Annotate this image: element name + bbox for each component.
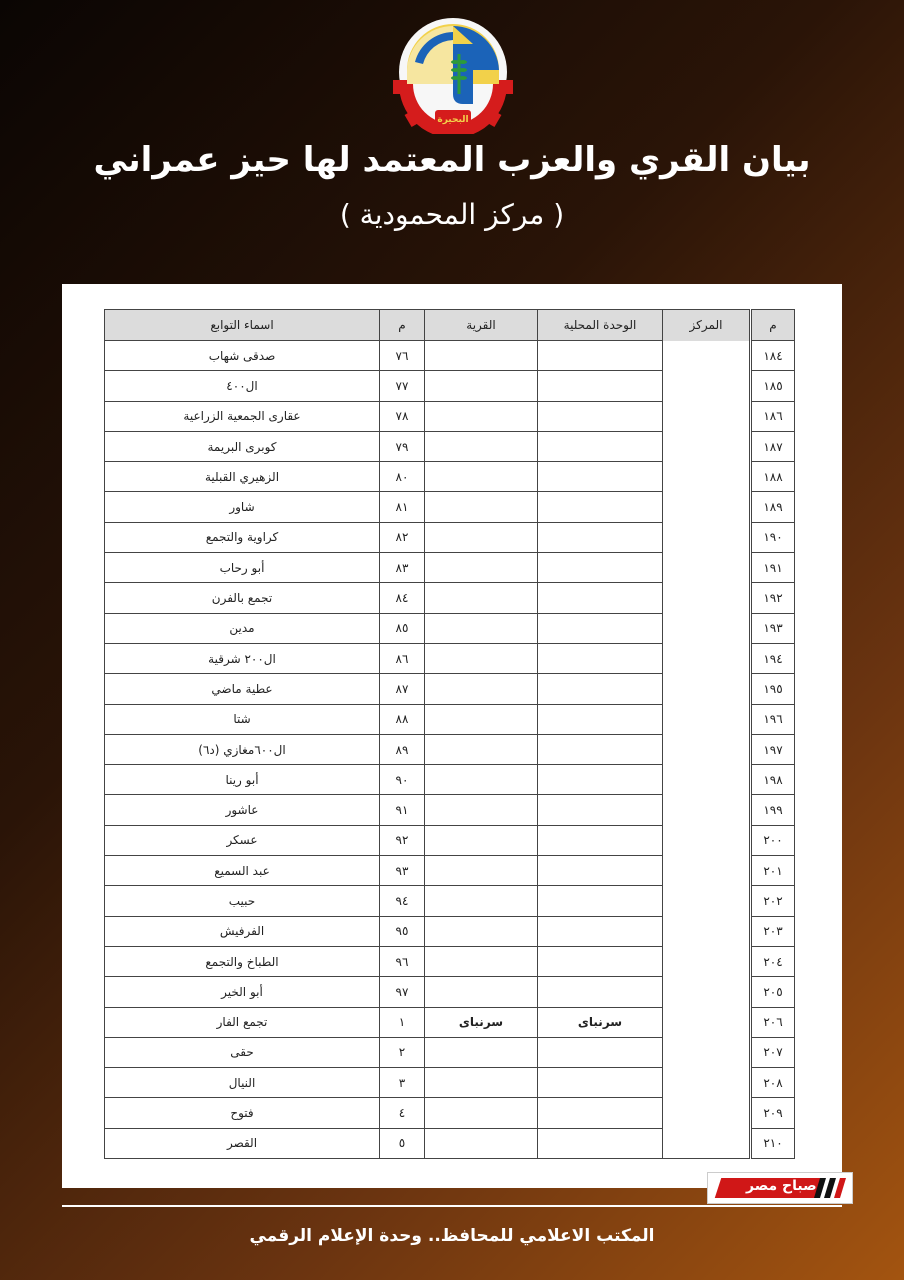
cell-seq: ١٩٦: [752, 704, 795, 734]
cell-unit: [538, 431, 663, 461]
cell-name: تجمع بالفرن: [105, 583, 380, 613]
cell-unit: [538, 492, 663, 522]
col-header-names: اسماء التوابع: [105, 310, 380, 341]
cell-seq: ١٩١: [752, 553, 795, 583]
table-row: [105, 765, 795, 795]
cell-name: كوبرى البريمة: [105, 431, 380, 461]
cell-num: ٩٦: [380, 946, 425, 976]
cell-name: شاور: [105, 492, 380, 522]
cell-village: [425, 765, 538, 795]
table-row: [105, 825, 795, 855]
cell-num: ٨٤: [380, 583, 425, 613]
cell-village: [425, 704, 538, 734]
table-row: [105, 977, 795, 1007]
cell-seq: ٢٠٦: [752, 1007, 795, 1037]
cell-num: ٧٦: [380, 341, 425, 371]
cell-center: [663, 583, 750, 613]
cell-unit: [538, 674, 663, 704]
cell-seq: ١٩٤: [752, 643, 795, 673]
cell-seq: ١٩٥: [752, 674, 795, 704]
cell-village: [425, 401, 538, 431]
table-row: [105, 856, 795, 886]
cell-seq: ١٨٨: [752, 462, 795, 492]
cell-name: عطية ماضي: [105, 674, 380, 704]
cell-village: [425, 734, 538, 764]
cell-center: [663, 643, 750, 673]
cell-unit: [538, 1037, 663, 1067]
governorate-logo: [393, 14, 513, 134]
table-row: [105, 1007, 795, 1037]
page-subtitle: ( مركز المحمودية ): [339, 198, 565, 231]
table-row: [105, 341, 795, 371]
cell-center: [663, 795, 750, 825]
cell-name: تجمع الفار: [105, 1007, 380, 1037]
table-row: [105, 462, 795, 492]
cell-name: شتا: [105, 704, 380, 734]
cell-num: ٤: [380, 1098, 425, 1128]
cell-num: ٧٧: [380, 371, 425, 401]
cell-village: [425, 522, 538, 552]
col-header-num: م: [380, 310, 425, 341]
cell-village: [425, 1037, 538, 1067]
cell-center: [663, 856, 750, 886]
cell-village: [425, 492, 538, 522]
villages-table: [104, 309, 795, 1159]
cell-name: ال٦٠٠مغازي (د٦): [105, 734, 380, 764]
cell-name: مدين: [105, 613, 380, 643]
cell-unit: [538, 886, 663, 916]
cell-num: ٥: [380, 1128, 425, 1158]
cell-seq: ١٨٦: [752, 401, 795, 431]
cell-name: صدقى شهاب: [105, 341, 380, 371]
cell-name: الزهيري القبلية: [105, 462, 380, 492]
cell-unit: [538, 1128, 663, 1158]
cell-name: فتوح: [105, 1098, 380, 1128]
table-row: [105, 734, 795, 764]
cell-seq: ٢٠٥: [752, 977, 795, 1007]
cell-unit: [538, 916, 663, 946]
cell-unit: [538, 765, 663, 795]
cell-num: ٩٤: [380, 886, 425, 916]
cell-unit: [538, 401, 663, 431]
table-row: [105, 1068, 795, 1098]
cell-unit: [538, 462, 663, 492]
cell-seq: ٢٠٠: [752, 825, 795, 855]
cell-seq: ١٨٩: [752, 492, 795, 522]
footer-divider: [62, 1205, 842, 1207]
cell-name: أبو الخير: [105, 977, 380, 1007]
cell-village: [425, 371, 538, 401]
sabah-masr-watermark: [707, 1172, 853, 1204]
cell-unit: [538, 522, 663, 552]
cell-num: ٨٢: [380, 522, 425, 552]
cell-center: [663, 1068, 750, 1098]
cell-village: [425, 977, 538, 1007]
cell-num: ٩٥: [380, 916, 425, 946]
cell-center: [663, 492, 750, 522]
cell-num: ٩٣: [380, 856, 425, 886]
cell-unit: [538, 734, 663, 764]
table-row: [105, 401, 795, 431]
cell-center: [663, 1098, 750, 1128]
cell-village: [425, 553, 538, 583]
cell-center: [663, 916, 750, 946]
cell-village: [425, 341, 538, 371]
cell-center: [663, 704, 750, 734]
cell-num: ٨٦: [380, 643, 425, 673]
table-row: [105, 886, 795, 916]
cell-seq: ١٩٢: [752, 583, 795, 613]
cell-name: الطباخ والتجمع: [105, 946, 380, 976]
cell-name: حقى: [105, 1037, 380, 1067]
cell-seq: ٢٠٢: [752, 886, 795, 916]
cell-num: ٩٢: [380, 825, 425, 855]
cell-seq: ٢٠٩: [752, 1098, 795, 1128]
cell-name: أبو رحاب: [105, 553, 380, 583]
cell-num: ٩٠: [380, 765, 425, 795]
table-row: [105, 1037, 795, 1067]
cell-name: ال٢٠٠ شرقية: [105, 643, 380, 673]
cell-village: سرنباى: [425, 1007, 538, 1037]
cell-seq: ١٨٥: [752, 371, 795, 401]
cell-name: عسكر: [105, 825, 380, 855]
cell-village: [425, 795, 538, 825]
cell-village: [425, 431, 538, 461]
table-row: [105, 522, 795, 552]
cell-center: [663, 341, 750, 371]
cell-center: [663, 765, 750, 795]
cell-center: [663, 371, 750, 401]
table-row: [105, 1098, 795, 1128]
cell-center: [663, 522, 750, 552]
cell-num: ٨٩: [380, 734, 425, 764]
document-sheet: [62, 284, 842, 1188]
table-row: [105, 916, 795, 946]
cell-seq: ١٩٩: [752, 795, 795, 825]
cell-village: [425, 886, 538, 916]
cell-name: الفرفيش: [105, 916, 380, 946]
cell-village: [425, 1068, 538, 1098]
cell-num: ٨١: [380, 492, 425, 522]
cell-unit: [538, 371, 663, 401]
cell-center: [663, 977, 750, 1007]
page-title: بيان القري والعزب المعتمد لها حيز عمراني: [93, 140, 811, 180]
cell-seq: ١٩٨: [752, 765, 795, 795]
cell-unit: [538, 946, 663, 976]
cell-center: [663, 886, 750, 916]
cell-name: عاشور: [105, 795, 380, 825]
cell-center: [663, 401, 750, 431]
cell-center: [663, 1037, 750, 1067]
cell-village: [425, 825, 538, 855]
cell-seq: ٢٠٣: [752, 916, 795, 946]
cell-unit: [538, 856, 663, 886]
cell-num: ٨٧: [380, 674, 425, 704]
cell-num: ٣: [380, 1068, 425, 1098]
cell-num: ٢: [380, 1037, 425, 1067]
cell-village: [425, 1128, 538, 1158]
cell-seq: ١٩٧: [752, 734, 795, 764]
cell-center: [663, 431, 750, 461]
cell-center: [663, 553, 750, 583]
cell-center: [663, 1007, 750, 1037]
cell-center: [663, 462, 750, 492]
cell-name: عبد السميع: [105, 856, 380, 886]
cell-seq: ٢٠١: [752, 856, 795, 886]
cell-name: أبو رينا: [105, 765, 380, 795]
table-row: [105, 371, 795, 401]
cell-seq: ٢٠٤: [752, 946, 795, 976]
cell-num: ٨٨: [380, 704, 425, 734]
cell-name: حبيب: [105, 886, 380, 916]
cell-unit: [538, 341, 663, 371]
table-row: [105, 1128, 795, 1158]
cell-seq: ١٨٤: [752, 341, 795, 371]
cell-unit: [538, 795, 663, 825]
table-row: [105, 553, 795, 583]
cell-unit: [538, 643, 663, 673]
cell-unit: [538, 825, 663, 855]
footer-credit: المكتب الاعلامي للمحافظ.. وحدة الإعلام الرقمي: [249, 1226, 655, 1246]
cell-num: ١: [380, 1007, 425, 1037]
table-row: [105, 492, 795, 522]
cell-village: [425, 916, 538, 946]
table-row: [105, 946, 795, 976]
cell-village: [425, 856, 538, 886]
cell-unit: [538, 613, 663, 643]
cell-unit: [538, 1098, 663, 1128]
cell-name: النيال: [105, 1068, 380, 1098]
col-header-seq: م: [752, 310, 795, 341]
cell-unit: [538, 704, 663, 734]
cell-seq: ١٩٠: [752, 522, 795, 552]
table-row: [105, 613, 795, 643]
table-row: [105, 795, 795, 825]
cell-unit: [538, 553, 663, 583]
cell-center: [663, 613, 750, 643]
brand-stripes-icon: [814, 1178, 850, 1198]
cell-center: [663, 674, 750, 704]
cell-seq: ٢٠٧: [752, 1037, 795, 1067]
cell-village: [425, 583, 538, 613]
cell-seq: ١٩٣: [752, 613, 795, 643]
col-header-center: المركز: [663, 310, 750, 341]
cell-unit: سرنباى: [538, 1007, 663, 1037]
cell-center: [663, 1128, 750, 1158]
cell-seq: ٢٠٨: [752, 1068, 795, 1098]
cell-village: [425, 643, 538, 673]
col-header-village: القرية: [425, 310, 538, 341]
cell-center: [663, 825, 750, 855]
logo-text: البحيرة: [437, 115, 469, 125]
cell-num: ٧٨: [380, 401, 425, 431]
cell-name: عقارى الجمعية الزراعية: [105, 401, 380, 431]
cell-num: ٨٣: [380, 553, 425, 583]
table-row: [105, 431, 795, 461]
table-row: [105, 643, 795, 673]
cell-village: [425, 462, 538, 492]
cell-unit: [538, 977, 663, 1007]
cell-village: [425, 1098, 538, 1128]
cell-seq: ٢١٠: [752, 1128, 795, 1158]
cell-num: ٩١: [380, 795, 425, 825]
cell-num: ٧٩: [380, 431, 425, 461]
table-body: [105, 341, 795, 1159]
cell-seq: ١٨٧: [752, 431, 795, 461]
table-row: [105, 704, 795, 734]
cell-num: ٨٥: [380, 613, 425, 643]
cell-village: [425, 674, 538, 704]
cell-name: كراوية والتجمع: [105, 522, 380, 552]
table-row: [105, 583, 795, 613]
cell-center: [663, 734, 750, 764]
cell-name: ال٤٠٠: [105, 371, 380, 401]
cell-unit: [538, 1068, 663, 1098]
cell-unit: [538, 583, 663, 613]
col-header-unit: الوحدة المحلية: [538, 310, 663, 341]
cell-village: [425, 613, 538, 643]
cell-num: ٨٠: [380, 462, 425, 492]
cell-name: القصر: [105, 1128, 380, 1158]
brand-text: صباح مصر: [746, 1178, 817, 1194]
table-row: [105, 674, 795, 704]
table-header-row: [105, 310, 795, 341]
cell-center: [663, 946, 750, 976]
cell-village: [425, 946, 538, 976]
cell-num: ٩٧: [380, 977, 425, 1007]
